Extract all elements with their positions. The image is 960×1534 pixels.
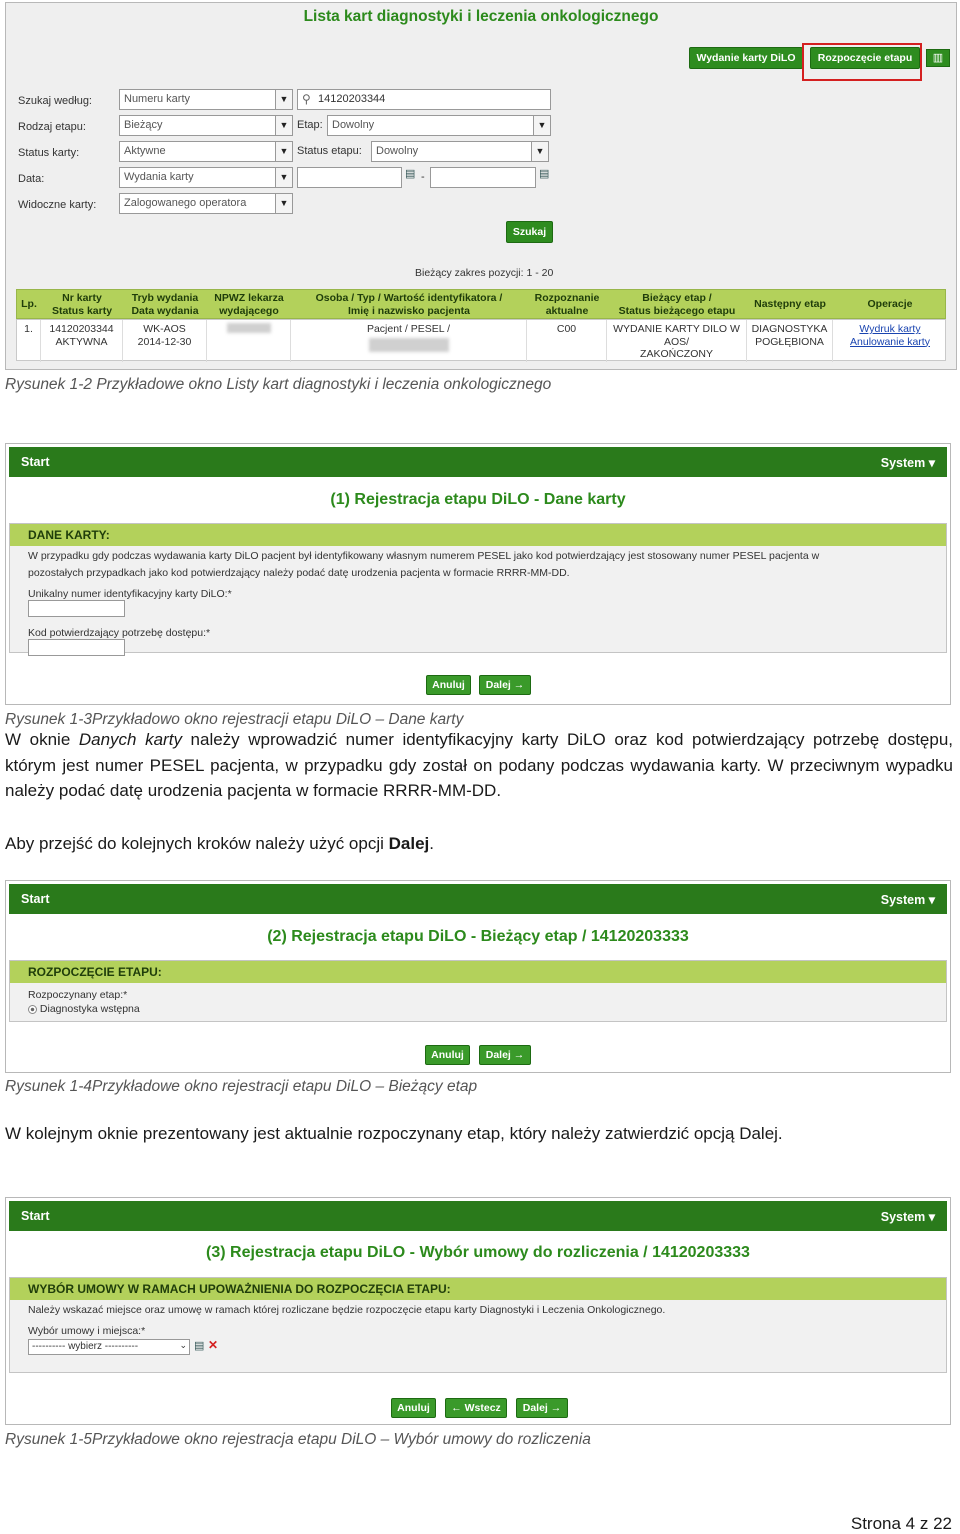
section-header: ROZPOCZĘCIE ETAPU: — [10, 961, 946, 983]
search-by-value: Numeru karty — [124, 93, 191, 105]
system-menu[interactable] — [881, 892, 935, 907]
chevron-down-icon: ▼ — [275, 194, 292, 213]
issue-card-button[interactable]: Wydanie karty DiLO — [689, 47, 803, 69]
stage-type-label: Rodzaj etapu: — [18, 121, 86, 133]
cancel-button[interactable]: Anuluj — [425, 1045, 470, 1065]
access-code-label: Kod potwierdzający potrzebę dostępu:* — [28, 627, 211, 639]
visible-cards-value: Zalogowanego operatora — [124, 197, 247, 209]
note-line-2: pozostałych przypadkach jako kod potwierdzający należy podać datę urodzenia pacjenta w formacie RRRR-MM-DD. — [28, 567, 570, 579]
search-input-value: 14120203344 — [318, 93, 386, 105]
card-id-label: Unikalny numer identyfikacyjny karty DiLO:* — [28, 588, 232, 600]
next-button[interactable]: Dalej → — [479, 675, 531, 695]
stage-field-label: Rozpoczynany etap:* — [28, 989, 128, 1001]
cell-operations — [833, 320, 947, 362]
cell-mode-value: WK-AOS — [143, 323, 186, 335]
top-bar — [9, 884, 947, 914]
card-status-value: Aktywne — [124, 145, 166, 157]
col-diagnosis-a: Rozpoznanie — [534, 292, 600, 304]
next-button[interactable]: Dalej → — [516, 1398, 568, 1418]
date-type-value: Wydania karty — [124, 171, 194, 183]
date-to-input[interactable] — [430, 167, 536, 188]
chevron-down-icon: ▼ — [275, 142, 292, 161]
card-id-input[interactable] — [28, 600, 125, 617]
contract-note: Należy wskazać miejsce oraz umowę w ramach której rozliczane będzie rozpoczęcie etapu karty Diagnostyki i Leczenia Onkologicznego. — [28, 1304, 666, 1316]
paragraph-bold: Dalej — [388, 834, 430, 853]
col-mode-a: Tryb wydania — [131, 292, 199, 304]
stage-value: Dowolny — [332, 119, 375, 131]
date-separator: - — [421, 171, 425, 183]
cell-card — [41, 320, 123, 362]
cell-next-stage-a: DIAGNOSTYKA — [751, 323, 828, 335]
col-person-b: Imię i nazwisko pacjenta — [348, 305, 470, 317]
search-button[interactable]: Szukaj — [506, 221, 553, 243]
page-number: Strona 4 z 22 — [850, 1514, 952, 1533]
system-menu[interactable] — [881, 455, 935, 470]
paragraph-italic: Danych karty — [78, 730, 182, 749]
card-list-title: Lista kart diagnostyki i leczenia onkologicznego — [303, 8, 659, 25]
chevron-down-icon: ▾ — [928, 893, 935, 907]
stage-status-value: Dowolny — [376, 145, 419, 157]
stage-radio-option[interactable] — [10, 1003, 946, 1015]
section-header: DANE KARTY: — [10, 524, 946, 546]
date-type-select[interactable] — [119, 167, 293, 188]
contract-select[interactable] — [28, 1339, 190, 1355]
table-header — [16, 289, 946, 319]
chevron-down-icon: ▼ — [531, 142, 548, 161]
start-menu[interactable]: Start — [21, 455, 50, 469]
search-by-label: Szukaj według: — [18, 95, 92, 107]
card-status-select[interactable] — [119, 141, 293, 162]
stage-status-select[interactable] — [371, 141, 549, 162]
system-menu-label: System — [880, 1210, 926, 1224]
section-header: WYBÓR UMOWY W RAMACH UPOWAŻNIENIA DO ROZPOCZĘCIA ETAPU: — [10, 1278, 946, 1300]
note-line-1: W przypadku gdy podczas wydawania karty DiLO pacjent był identyfikowany własnym numerem PESEL jako kod potwierdzający jest stosowany numer PESEL pacjenta w — [28, 550, 820, 562]
stage-type-value: Bieżący — [124, 119, 163, 131]
list-icon[interactable]: ▤ — [194, 1340, 205, 1352]
system-menu[interactable] — [881, 1209, 935, 1224]
date-from-input[interactable] — [297, 167, 402, 188]
card-list-screenshot — [5, 2, 957, 370]
visible-cards-select[interactable] — [119, 193, 293, 214]
chevron-down-icon: ⌄ — [179, 1340, 187, 1350]
range-text: Bieżący zakres pozycji: 1 - 20 — [415, 267, 554, 279]
paragraph-current-stage: W kolejnym oknie prezentowany jest aktualnie rozpoczynany etap, który należy zatwierdzić opcją Dalej. — [5, 1124, 783, 1143]
chevron-down-icon: ▼ — [275, 168, 292, 187]
cell-diagnosis: C00 — [527, 320, 607, 362]
caption-fig-1-2: Rysunek 1-2 Przykładowe okno Listy kart diagnostyki i leczenia onkologicznego — [5, 376, 552, 393]
contract-field-row — [28, 1339, 946, 1355]
blurred-npwz — [227, 323, 271, 333]
col-mode — [123, 290, 207, 320]
col-current-stage-b: Status bieżącego etapu — [618, 305, 736, 317]
search-by-select[interactable] — [119, 89, 293, 110]
table-row — [16, 319, 946, 361]
col-operations: Operacje — [867, 298, 913, 310]
stage-type-select[interactable] — [119, 115, 293, 136]
blurred-patient — [369, 338, 449, 352]
col-current-stage — [607, 290, 747, 320]
chevron-down-icon: ▾ — [928, 456, 935, 470]
cell-current-stage-c: ZAKOŃCZONY — [640, 348, 713, 360]
cell-next-stage-b: POGŁĘBIONA — [755, 335, 824, 348]
paragraph-text-2: należy wprowadzić numer identyfikacyjny karty DiLO oraz kod potwierdzający potrzebę dostępu, którym jest numer PESEL pacjenta, w przypadku gdy został on podany podczas wydawania karty. W przeciwnym wypadku należy podać datę urodzenia pacjenta w formacie RRRR-MM-DD. — [5, 730, 954, 800]
card-data-dialog — [5, 443, 951, 705]
caption-fig-1-3: Rysunek 1-3Przykładowo okno rejestracji etapu DiLO – Dane karty — [5, 711, 464, 728]
card-data-section — [9, 523, 947, 653]
calendar-icon[interactable]: ▤ — [405, 168, 416, 180]
contract-section — [9, 1277, 947, 1373]
search-input[interactable] — [297, 89, 551, 110]
start-stage-section — [9, 960, 947, 1022]
cell-lp: 1. — [17, 320, 41, 362]
start-menu[interactable]: Start — [21, 892, 50, 906]
stage-radio-label: Diagnostyka wstępna — [39, 1003, 140, 1015]
cell-card-number: 14120203344 — [49, 323, 114, 335]
chevron-down-icon: ▼ — [275, 90, 292, 109]
cancel-button[interactable]: Anuluj — [426, 675, 471, 695]
caption-fig-1-5: Rysunek 1-5Przykładowe okno rejestracja etapu DiLO – Wybór umowy do rozliczenia — [5, 1431, 591, 1448]
col-current-stage-a: Bieżący etap / — [642, 292, 712, 304]
print-card-link[interactable]: Wydruk karty — [859, 323, 921, 335]
paragraph-card-data — [5, 727, 953, 804]
next-button[interactable]: Dalej → — [479, 1045, 531, 1065]
stage-label: Etap: — [297, 119, 323, 131]
columns-icon[interactable]: ▥ — [926, 49, 950, 67]
stage-select[interactable] — [327, 115, 551, 136]
clear-icon[interactable]: ✕ — [208, 1338, 219, 1352]
contract-selection-dialog — [5, 1197, 951, 1425]
paragraph-text-1: W oknie — [5, 730, 79, 749]
dialog-title: (3) Rejestracja etapu DiLO - Wybór umowy do rozliczenia / 14120203333 — [206, 1244, 750, 1261]
caption-fig-1-4: Rysunek 1-4Przykładowe okno rejestracji etapu DiLO – Bieżący etap — [5, 1078, 478, 1095]
col-card-b: Status karty — [51, 305, 113, 317]
system-menu-label: System — [880, 456, 926, 470]
paragraph-text-3: Aby przejść do kolejnych kroków należy użyć opcji — [5, 834, 389, 853]
cell-next-stage — [747, 320, 833, 362]
col-diagnosis-b: aktualne — [545, 305, 589, 317]
start-menu[interactable]: Start — [21, 1209, 50, 1223]
system-menu-label: System — [880, 893, 926, 907]
cancel-button[interactable]: Anuluj — [391, 1398, 436, 1418]
col-mode-b: Data wydania — [131, 305, 199, 317]
visible-cards-label: Widoczne karty: — [18, 199, 97, 211]
cell-current-stage-b: AOS/ — [663, 335, 690, 348]
card-status-label: Status karty: — [18, 147, 80, 159]
cell-current-stage — [607, 320, 747, 362]
top-bar — [9, 1201, 947, 1231]
back-button[interactable]: ← Wstecz — [445, 1398, 507, 1418]
col-person — [291, 290, 527, 320]
col-next-stage: Następny etap — [754, 298, 826, 310]
chevron-down-icon: ▼ — [533, 116, 550, 135]
cell-mode — [123, 320, 207, 362]
chevron-down-icon: ▼ — [275, 116, 292, 135]
access-code-input[interactable] — [28, 639, 125, 656]
contract-field-label: Wybór umowy i miejsca:* — [28, 1325, 146, 1337]
col-card — [41, 290, 123, 320]
cell-card-status: AKTYWNA — [55, 335, 108, 348]
current-stage-dialog — [5, 880, 951, 1073]
cell-person — [291, 320, 527, 362]
cell-person-text: Pacjent / PESEL / — [366, 323, 451, 335]
cell-current-stage-a: WYDANIE KARTY DILO W — [613, 323, 740, 335]
dialog-title: (2) Rejestracja etapu DiLO - Bieżący etap / 14120203333 — [267, 928, 689, 945]
col-diagnosis — [527, 290, 607, 320]
date-label: Data: — [18, 173, 45, 185]
col-npwz — [207, 290, 291, 320]
col-person-a: Osoba / Typ / Wartość identyfikatora / — [315, 292, 503, 304]
contract-select-value: ---------- wybierz ---------- — [32, 1341, 139, 1352]
top-bar — [9, 447, 947, 477]
cell-npwz — [207, 320, 291, 362]
col-card-a: Nr karty — [62, 292, 102, 304]
col-lp: Lp. — [21, 298, 37, 310]
highlight-box — [802, 43, 922, 81]
start-stage-button[interactable]: Rozpoczęcie etapu — [810, 47, 920, 69]
paragraph-text-4: . — [429, 834, 434, 853]
search-icon: ⚲ — [302, 92, 311, 106]
cancel-card-link[interactable]: Anulowanie karty — [850, 335, 930, 348]
calendar-icon[interactable]: ▤ — [539, 168, 550, 180]
col-npwz-b: wydającego — [219, 305, 279, 317]
paragraph-next-step — [5, 831, 953, 857]
radio-icon[interactable] — [28, 1005, 37, 1014]
cell-issue-date: 2014-12-30 — [137, 335, 192, 348]
col-npwz-a: NPWZ lekarza — [214, 292, 284, 304]
chevron-down-icon: ▾ — [928, 1210, 935, 1224]
stage-status-label: Status etapu: — [297, 145, 362, 157]
dialog-title: (1) Rejestracja etapu DiLO - Dane karty — [330, 491, 626, 508]
